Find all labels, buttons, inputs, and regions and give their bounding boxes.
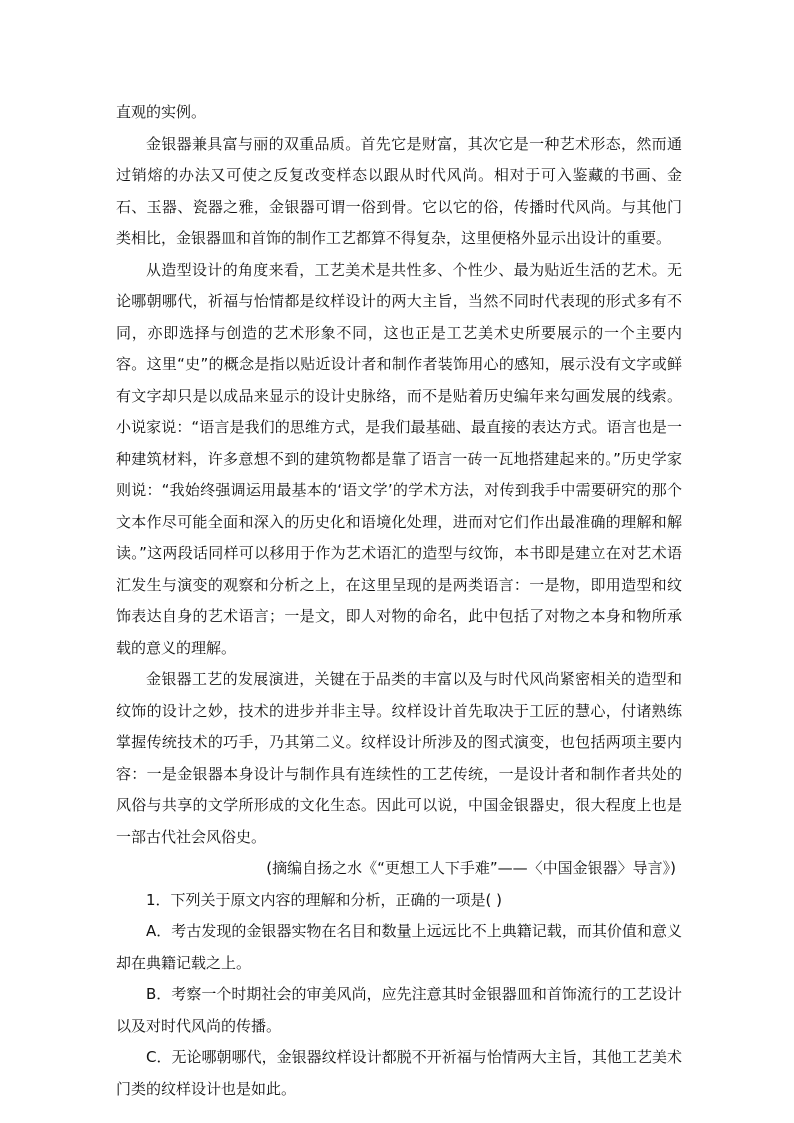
question-1-stem: 1．下列关于原文内容的理解和分析，正确的一项是( ): [146, 890, 503, 909]
paragraph-continuation: 直观的实例。: [116, 103, 207, 121]
paragraph-1: 金银器兼具富与丽的双重品质。首先它是财富，其次它是一种艺术形态，然而通过销熔的办法又可使之反复改变样态以跟从时代风尚。相对于可入鉴藏的书画、金石、玉器、瓷器之雅，金银器可谓一俗到骨。它以它的俗，传播时代风尚。与其他门类相比，金银器皿和首饰的制作工艺都算不得复杂，这里便格外显示出设计的重要。: [116, 134, 682, 247]
option-c: C．无论哪朝哪代，金银器纹样设计都脱不开祈福与怡情两大主旨，其他工艺美术门类的纹样设计也是如此。: [116, 1048, 682, 1098]
source-citation: (摘编自扬之水《“更想工人下手难”——〈中国金银器〉导言》): [266, 859, 676, 877]
paragraph-2: 从造型设计的角度来看，工艺美术是共性多、个性少、最为贴近生活的艺术。无论哪朝哪代，祈福与怡情都是纹样设计的两大主旨，当然不同时代表现的形式多有不同，亦即选择与创造的艺术形象不同，这也正是工艺美术史所要展示的一个主要内容。这里“史”的概念是指以贴近设计者和制作者装饰用心的感知，展示没有文字或鲜有文字却只是以成品来显示的设计史脉络，而不是贴着历史编年来勾画发展的线索。小说家说：“语言是我们的思维方式，是我们最基础、最直接的表达方式。语言也是一种建筑材料，许多意想不到的建筑物都是靠了语言一砖一瓦地搭建起来的。”历史学家则说：“我始终强调运用最基本的‘语文学’的学术方法，对传到我手中需要研究的那个文本作尽可能全面和深入的历史化和语境化处理，进而对它们作出最准确的理解和解读。”这两段话同样可以移用于作为艺术语汇的造型与纹饰，本书即是建立在对艺术语汇发生与演变的观察和分析之上，在这里呈现的是两类语言：一是物，即用造型和纹饰表达自身的艺术语言；一是文，即人对物的命名，此中包括了对物之本身和物所承载的意义的理解。: [116, 260, 682, 657]
paragraph-3: 金银器工艺的发展演进，关键在于品类的丰富以及与时代风尚紧密相关的造型和纹饰的设计之妙，技术的进步并非主导。纹样设计首先取决于工匠的慧心，付诸熟练掌握传统技术的巧手，乃其第二义。纹样设计所涉及的图式演变，也包括两项主要内容：一是金银器本身设计与制作具有连续性的工艺传统，一是设计者和制作者共处的风俗与共享的文学所形成的文化生态。因此可以说，中国金银器史，很大程度上也是一部古代社会风俗史。: [116, 670, 682, 846]
article-body: [116, 97, 682, 1105]
option-b: B．考察一个时期社会的审美风尚，应先注意其时金银器皿和首饰流行的工艺设计以及对时代风尚的传播。: [116, 985, 682, 1035]
option-a: A．考古发现的金银器实物在名目和数量上远远比不上典籍记载，而其价值和意义却在典籍记载之上。: [116, 922, 682, 972]
